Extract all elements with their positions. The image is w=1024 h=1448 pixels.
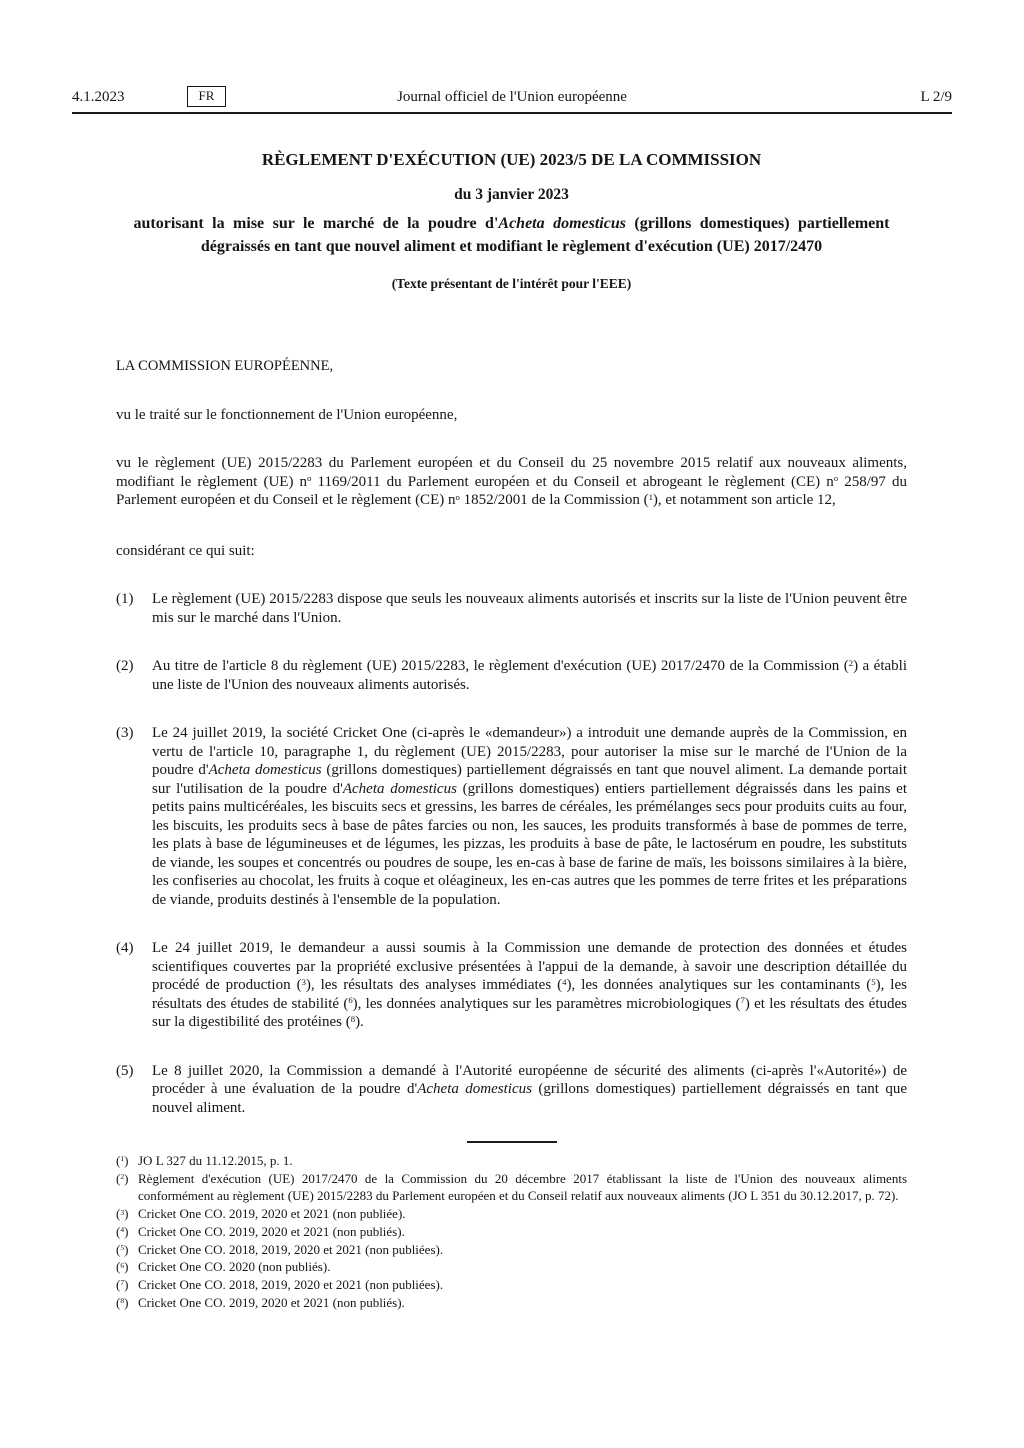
- recital-number: (5): [116, 1062, 134, 1079]
- header-date: 4.1.2023: [72, 88, 125, 105]
- footnote-item: [116, 1152, 907, 1170]
- footnote-text: Cricket One CO. 2019, 2020 et 2021 (non publiés).: [138, 1223, 405, 1239]
- regulation-subtitle: autorisant la mise sur le marché de la poudre d'Acheta domesticus (grillons domestiques) partiellement dégraissés en tant que nouvel aliment et modifiant le règlement d'exécution (UE) 2017/2470: [133, 215, 890, 255]
- footnote-text: Cricket One CO. 2018, 2019, 2020 et 2021 (non publiées).: [138, 1241, 444, 1257]
- footnote-text: Cricket One CO. 2019, 2020 et 2021 (non publiés).: [138, 1294, 405, 1310]
- footnote-item: [116, 1258, 907, 1276]
- recital-item: [116, 657, 907, 694]
- regulation-date: du 3 janvier 2023: [454, 186, 569, 203]
- footnote-marker: ($^2$): [116, 1170, 129, 1186]
- footnote-text: Cricket One CO. 2018, 2019, 2020 et 2021 (non publiées).: [138, 1276, 444, 1292]
- footnote-text: Cricket One CO. 2020 (non publiés).: [138, 1259, 331, 1275]
- footnote-marker: ($^5$): [116, 1241, 129, 1257]
- page-reference: L 2/9: [920, 88, 952, 105]
- recital-item: [116, 724, 907, 909]
- recital-item: [116, 590, 907, 627]
- recitals-intro: considérant ce qui suit:: [116, 542, 255, 559]
- footnote-separator: [467, 1141, 557, 1143]
- language-badge: FR: [187, 86, 227, 107]
- recital-text: Le 8 juillet 2020, la Commission a demandé à l'Autorité européenne de sécurité des aliments (ci-après l'«Autorité») de procéder à une évaluation de la poudre d'Acheta domesticus (grillons domestiques) partiellement dégraissés en tant que nouvel aliment.: [152, 1062, 907, 1116]
- recital-item: [116, 1062, 907, 1118]
- eee-relevance-note: (Texte présentant de l'intérêt pour l'EEE): [391, 276, 632, 291]
- recital-item: [116, 939, 907, 1032]
- footnote-text: Cricket One CO. 2019, 2020 et 2021 (non publiée).: [138, 1206, 406, 1222]
- citation-regulation: vu le règlement (UE) 2015/2283 du Parlement européen et du Conseil du 25 novembre 2015 relatif aux nouveaux aliments, modifiant le règlement (UE) $n^o$ 1169/2011 du Parlement européen et du Conseil et abrogeant le règlement (CE) $n^o$ 258/97 du Parlement européen et du Conseil et le règlement (CE) $n^o$ 1852/2001 de la Commission ($^1$), et notamment son article 12,: [116, 455, 907, 508]
- preamble-opening: LA COMMISSION EUROPÉENNE,: [116, 358, 334, 374]
- document-body: [116, 150, 907, 1311]
- footnote-marker: ($^1$): [116, 1153, 129, 1168]
- recital-number: (2): [116, 658, 134, 674]
- recital-text: Le règlement (UE) 2015/2283 dispose que seuls les nouveaux aliments autorisés et inscrits sur la liste de l'Union peuvent être mis sur le marché dans l'Union.: [152, 591, 907, 626]
- footnote-item: [116, 1294, 907, 1312]
- footnote-item: [116, 1223, 907, 1241]
- header-rule: [72, 112, 952, 114]
- citation-treaty: vu le traité sur le fonctionnement de l'Union européenne,: [116, 406, 458, 423]
- footnote-text: Règlement d'exécution (UE) 2017/2470 de la Commission du 20 décembre 2017 établissant la liste de l'Union des nouveaux aliments conformément au règlement (UE) 2015/2283 du Parlement européen et du Conseil relatif aux nouveaux aliments (JO L 351 du 30.12.2017, p. 72).: [138, 1170, 907, 1204]
- footnote-marker: ($^6$): [116, 1259, 129, 1275]
- footnote-marker: ($^3$): [116, 1206, 129, 1222]
- page-header: [72, 86, 952, 107]
- recital-number: (4): [116, 940, 134, 956]
- footnote-item: [116, 1170, 907, 1205]
- footnote-item: [116, 1205, 907, 1223]
- footnotes-block: [116, 1152, 907, 1311]
- journal-title: Journal officiel de l'Union européenne: [397, 88, 627, 105]
- footnote-marker: ($^8$): [116, 1294, 129, 1310]
- footnote-item: [116, 1276, 907, 1294]
- footnote-text: JO L 327 du 11.12.2015, p. 1.: [138, 1153, 293, 1168]
- footnote-item: [116, 1241, 907, 1259]
- recital-number: (3): [116, 725, 134, 741]
- recital-number: (1): [116, 591, 134, 607]
- recital-text: Le 24 juillet 2019, la société Cricket One (ci-après le «demandeur») a introduit une demande auprès de la Commission, en vertu de l'article 10, paragraphe 1, du règlement (UE) 2015/2283, pour autoriser la mise sur le marché de l'Union de la poudre d'Acheta domesticus (grillons domestiques) partiellement dégraissés en tant que nouvel aliment. La demande portait sur l'utilisation de la poudre d'Acheta domesticus (grillons domestiques) entiers partiellement dégraissés dans les pains et petits pains multicéréales, les biscuits secs et gressins, les barres de céréales, les prémélanges secs pour produits cuits au four, les biscuits, les produits secs à base de pâtes farcies ou non, les sauces, les produits transformés à base de pommes de terre, les plats à base de légumineuses et de légumes, les pizzas, les produits à base de pâte, le lactosérum en poudre, les substituts de viande, les soupes et concentrés ou poudres de soupe, les en-cas à base de farine de maïs, les boissons similaires à la bière, les confiseries au chocolat, les fruits à coque et oléagineux, les en-cas autres que les pommes de terre frites et les préparations de viande, produits destinés à l'ensemble de la population.: [152, 725, 907, 908]
- footnote-marker: ($^7$): [116, 1276, 129, 1292]
- footnote-marker: ($^4$): [116, 1223, 129, 1239]
- regulation-title: RÈGLEMENT D'EXÉCUTION (UE) 2023/5 DE LA COMMISSION: [261, 150, 762, 169]
- recital-text: Le 24 juillet 2019, le demandeur a aussi soumis à la Commission une demande de protection des données et études scientifiques couvertes par la propriété exclusive présentées à l'appui de la demande, à savoir une description détaillée du procédé de production ($^3$), les résultats des analyses immédiates ($^4$), les données analytiques sur les contaminants ($^5$), les résultats des études de stabilité ($^6$), les données analytiques sur les paramètres microbiologiques ($^7$) et les résultats des études sur la digestibilité des protéines ($^8$).: [152, 940, 907, 1030]
- recital-text: Au titre de l'article 8 du règlement (UE) 2015/2283, le règlement d'exécution (UE) 2017/2470 de la Commission ($^2$) a établi une liste de l'Union des nouveaux aliments autorisés.: [152, 657, 907, 693]
